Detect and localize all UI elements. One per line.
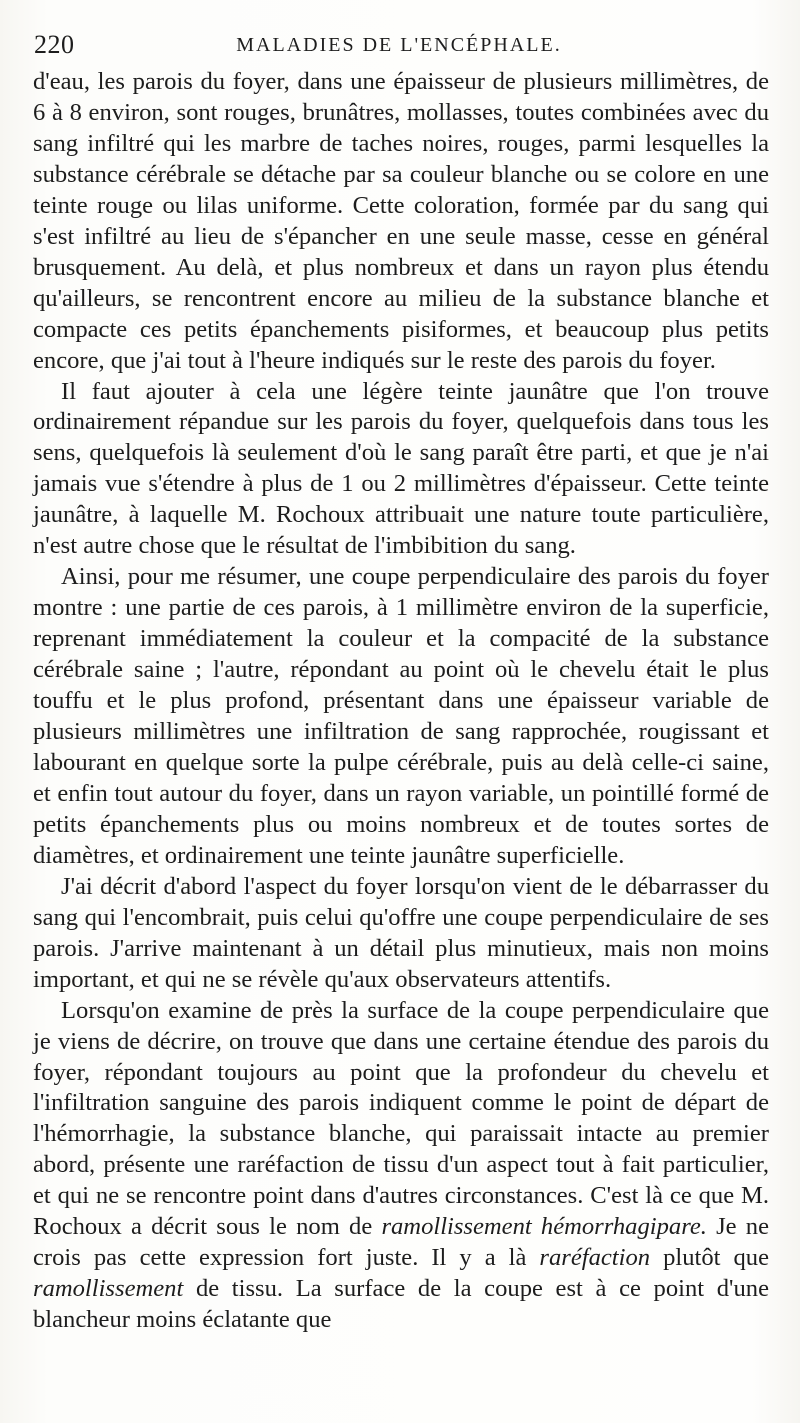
paragraph-1 [33, 67, 769, 377]
italic-term: ramollissement hémorrhagipare. [381, 1213, 707, 1241]
text-segment: Lorsqu'on examine de près la surface de la coupe perpendiculaire que je viens de décrire, on trouve que dans une certaine étendue des parois du foyer, répondant toujours au point que la profondeur du chevelu et l'infiltration sanguine des parois indiquent comme le point de départ de l'hémorrhagie, la substance blanche, qui paraissait intacte au premier abord, présente une raréfaction de tissu d'un aspect tout à fait particulier, et qui ne se rencontre point dans d'autres circonstances. C'est là ce que M. Rochoux a décrit sous le nom de [33, 996, 769, 1241]
text-segment: Ainsi, pour me résumer, une coupe perpendiculaire des parois du foyer montre : une partie de ces parois, à 1 millimètre environ de la superficie, reprenant immédiatement la couleur et la compacité de la substance cérébrale saine ; l'autre, répondant au point où le chevelu était le plus touffu et le plus profond, présentant dans une épaisseur variable de plusieurs millimètres une infiltration de sang rapprochée, rougissant et labourant en quelque sorte la pulpe cérébrale, puis au delà celle-ci saine, et enfin tout autour du foyer, dans un rayon variable, un pointillé formé de petits épanchements plus ou moins nombreux et de toutes sortes de diamètres, et ordinairement une teinte jaunâtre superficielle. [33, 563, 769, 869]
text-segment: plutôt que [650, 1244, 770, 1272]
page-number: 220 [34, 30, 75, 59]
italic-term: ramollissement [33, 1275, 184, 1303]
page-header [32, 30, 766, 64]
paragraph-5 [33, 996, 769, 1336]
text-segment: Je ne crois pas cette expression fort juste. Il y a là [33, 1213, 769, 1272]
text-segment: de tissu. La surface de la coupe est à ce point d'une blancheur moins éclatante que [33, 1275, 769, 1334]
paragraph-2 [33, 377, 769, 563]
paragraph-3 [33, 562, 769, 872]
text-segment: Il faut ajouter à cela une légère teinte jaunâtre que l'on trouve ordinairement répandue sur les parois du foyer, quelquefois dans tous les sens, quelquefois là seulement d'où le sang paraît être parti, et que je n'ai jamais vue s'étendre à plus de 1 ou 2 millimètres d'épaisseur. Cette teinte jaunâtre, à laquelle M. Rochoux attribuait une nature toute particulière, n'est autre chose que le résultat de l'imbibition du sang. [33, 377, 769, 560]
text-segment: J'ai décrit d'abord l'aspect du foyer lorsqu'on vient de le débarrasser du sang qui l'encombrait, puis celui qu'offre une coupe perpendiculaire de ses parois. J'arrive maintenant à un détail plus minutieux, mais non moins important, et qui ne se révèle qu'aux observateurs attentifs. [33, 872, 769, 993]
body-text [33, 67, 769, 1336]
text-segment: d'eau, les parois du foyer, dans une épaisseur de plusieurs millimètres, de 6 à 8 environ, sont rouges, brunâtres, mollasses, toutes combinées avec du sang infiltré qui les marbre de taches noires, rouges, parmi lesquelles la substance cérébrale se détache par sa couleur blanche ou se colore en une teinte rouge ou lilas uniforme. Cette coloration, formée par du sang qui s'est infiltré au lieu de s'épancher en une seule masse, cesse en général brusquement. Au delà, et plus nombreux et dans un rayon plus étendu qu'ailleurs, se rencontrent encore au milieu de la substance blanche et compacte ces petits épanchements pisiformes, et beaucoup plus petits encore, que j'ai tout à l'heure indiqués sur le reste des parois du foyer. [33, 68, 769, 374]
running-title: MALADIES DE L'ENCÉPHALE. [236, 34, 562, 56]
italic-term: raréfaction [539, 1244, 651, 1272]
paragraph-4 [33, 872, 769, 996]
